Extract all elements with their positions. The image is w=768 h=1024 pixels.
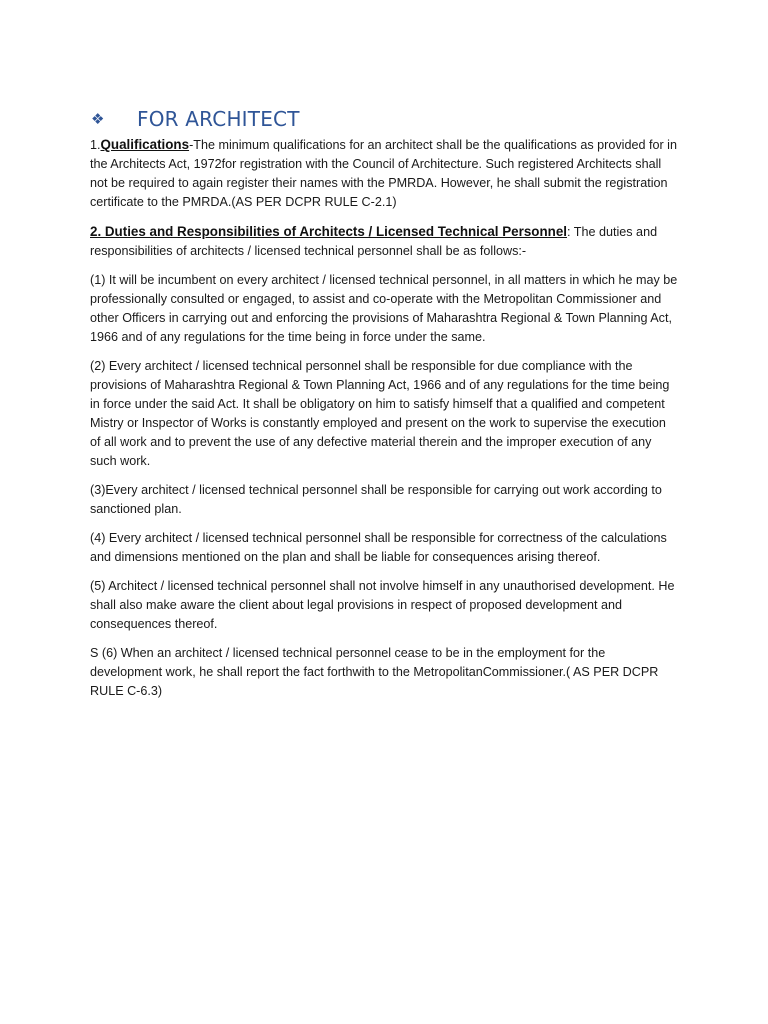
duties-intro-paragraph <box>90 222 678 261</box>
duties-title: 2. Duties and Responsibilities of Architects / Licensed Technical Personnel <box>90 224 567 239</box>
duty-item-6: S (6) When an architect / licensed technical personnel cease to be in the employment for the development work, he shall report the fact forthwith to the MetropolitanCommissioner.( AS PER DCPR RULE C-6.3) <box>90 646 659 698</box>
duty-item-4: (4) Every architect / licensed technical personnel shall be responsible for correctness of the calculations and dimensions mentioned on the plan and shall be liable for consequences arising thereof. <box>90 531 667 564</box>
duty-item-1: (1) It will be incumbent on every architect / licensed technical personnel, in all matters in which he may be professionally consulted or engaged, to assist and co-operate with the Metropolitan Commissioner and other Officers in carrying out and enforcing the provisions of Maharashtra Regional & Town Planning Act, 1966 and of any regulations for the time being in force under the same. <box>90 273 678 344</box>
qualifications-title: Qualifications <box>100 137 190 152</box>
duties-intro-text: : The duties and responsibilities of architects / licensed technical personnel shall be as follows:- <box>90 225 658 258</box>
section-heading <box>90 104 678 134</box>
document-body <box>90 104 678 711</box>
duty-item-2: (2) Every architect / licensed technical personnel shall be responsible for due compliance with the provisions of Maharashtra Regional & Town Planning Act, 1966 and of any regulations for the time being in force under the said Act. It shall be obligatory on him to satisfy himself that a qualified and competent Mistry or Inspector of Works is constantly employed and present on the work to supervise the execution of all work and to prevent the use of any defective material therein and the improper execution of any such work. <box>90 359 670 468</box>
heading-title: FOR ARCHITECT <box>137 106 300 131</box>
duty-item-5: (5) Architect / licensed technical personnel shall not involve himself in any unauthorised development. He shall also make aware the client about legal provisions in respect of proposed development and consequences thereof. <box>90 579 675 631</box>
diamond-bullet-icon: ❖ <box>91 109 105 128</box>
qualifications-number: 1. <box>90 138 101 152</box>
qualifications-paragraph <box>90 135 678 212</box>
qualifications-text: -The minimum qualifications for an architect shall be the qualifications as provided for in the Architects Act, 1972for registration with the Council of Architecture. Such registered Architects shall not be required to again register their names with the PMRDA. However, he shall submit the registration certificate to the PMRDA.(AS PER DCPR RULE C-2.1) <box>90 138 677 209</box>
duty-item-3: (3)Every architect / licensed technical personnel shall be responsible for carrying out work according to sanctioned plan. <box>90 483 662 516</box>
